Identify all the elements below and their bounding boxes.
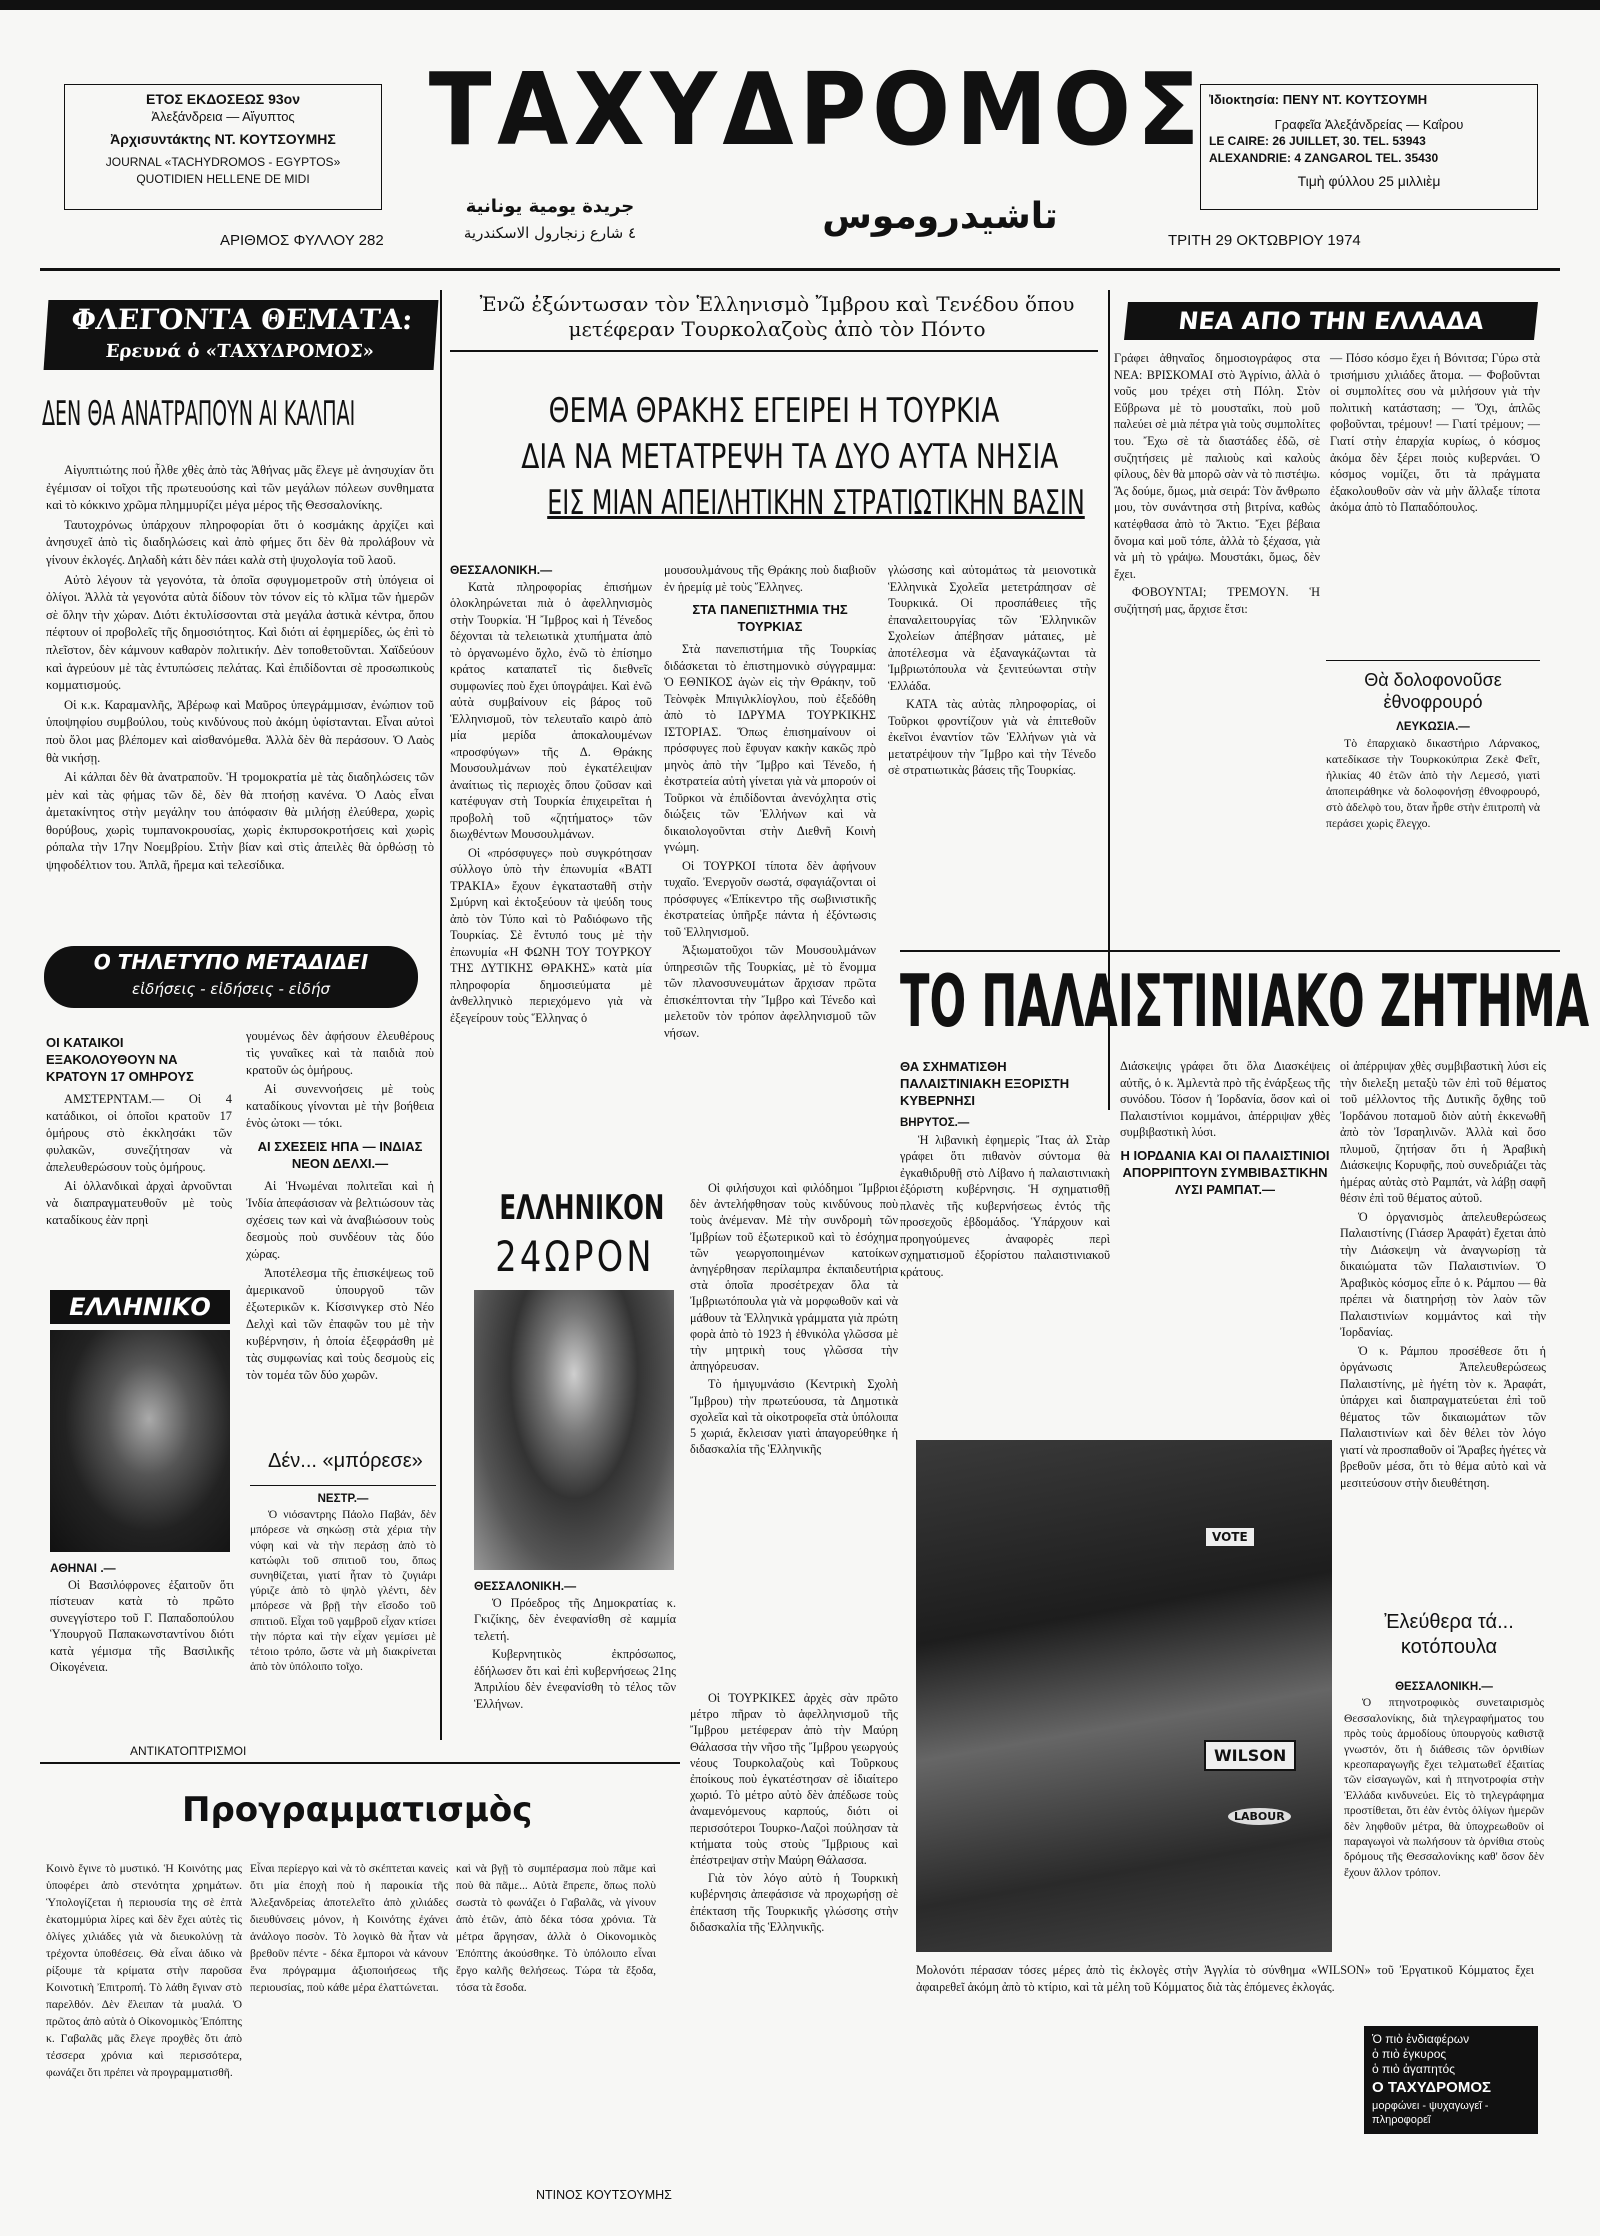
imbros-headline-1: ΘΕΜΑ ΘΡΑΚΗΣ ΕΓΕΙΡΕΙ Η ΤΟΥΡΚΙΑ <box>548 391 1000 431</box>
nea-col-a-text-2: ΦΟΒΟΥΝΤΑΙ; ΤΡΕΜΟΥΝ. Ἡ συζήτησή μας, ἄρχισε ἔτσι: <box>1114 585 1320 616</box>
imbros-headline-block <box>450 388 1098 526</box>
issue-date: ΤΡΙΤΗ 29 ΟΚΤΩΒΡΙΟΥ 1974 <box>1168 232 1361 249</box>
imbros-col-c-text: γλώσσης καὶ αὐτομάτως τὰ μειονοτικὰ Ἑλληνικὰ Σχολεῖα μετετράπησαν σὲ Τουρκικά. Οἱ προσπάθειες τῆς ἐπαναλειτουργίας τῶν Ἑλληνικῶν Σχολείων ἀπέβησαν μάταιες, μὲ ἀποτέλεσμα νὰ ἐξαναγκάζωνται τὰ Ἰμβριωτόπουλα νὰ ξενιτεύωνται στὴν Ἑλλάδα. <box>888 563 1096 693</box>
flegonta-body <box>46 462 434 877</box>
imbros-col-f-text: Οἱ ΤΟΥΡΚΙΚΕΣ ἀρχὲς σὰν πρῶτο μέτρο πῆραν τὸ ἀφελληνισμοῦ τῆς Ἴμβρου μετέφεραν ἀπὸ τὴν Μαύρη Θάλασσα τὴν νῆσο τῆς Ἴμβρου γεωργούς νέους Τουρκολαζοὺς καὶ Τοῦρκους ἐποίκους ποὺ ἐγκατέστησαν σὲ ἰδιαίτερο χωριό. Τὸ μέτρο αὐτὸ δὲν ἀπέδωσε τοὺς ἀναμενόμενους καρπούς, διότι οἱ περισσότεροι Τουρκο-Λαζοὶ πούλησαν τὰ κτήματα τοὺς στοὺς Ἴμβριους καὶ ἐπέστρεψαν στὴν Μαύρη Θάλασσα. <box>690 1691 898 1868</box>
palaistiniako-headline: ΤΟ ΠΑΛΑΙΣΤΙΝΙΑΚΟ ΖΗΤΗΜΑ <box>900 959 1590 1043</box>
quotidien: QUOTIDIEN HELLENE DE MIDI <box>136 172 310 186</box>
nea-banner: ΝΕΑ ΑΠΟ ΤΗΝ ΕΛΛΑΔΑ <box>1124 302 1538 340</box>
teletypo-p1: ΑΜΣΤΕΡΝΤΑΜ.— Οἱ 4 κατάδικοι, οἱ ὁποῖοι κρατοῦν 17 ὁμήρους στὸ ἐκκλησάκι τῶν φυλακῶν, συνεζήτησαν νὰ ἀπελευθερώσουν τοὺς ὁμήρους. <box>46 1092 232 1174</box>
flegonta-p5: Αἱ κάλπαι δὲν θὰ ἀνατραποῦν. Ἡ τρομοκρατία μὲ τὰς διαδηλώσεις τῶν μὲν καὶ τὰς φήμας τῶν δὲ, δὲν θὰ πτοήσῃ κανένα. Ὁ Λαὸς εἶναι ἀμετακίνητος στὴν μεγάλην του ἀπόφασιν θὰ μιλήσῃ ἐλεύθερα, χωρὶς θορύβους, χωρὶς τυμπανοκρουσίας, χωρὶς ἐκπυρσοκροτήσεις καὶ χωρὶς ρόπαλα τὴν 17ην Νοεμβρίου. Στὴν βίαν καὶ στὶς ἀπειλὲς θὰ ὀρθώσῃ τὸ ψηφοδέλτιον του. Ἁπλᾶ, ἤρεμα καὶ τελεσίδικα. <box>46 770 434 873</box>
imbros-col-e-text: Οἱ φιλήσυχοι καὶ φιλόδημοι Ἴμβριοι δὲν ἀντελήφθησαν τοὺς κινδύνους ποὺ τοὺς ἀνέμεναν. Μὲ τὴν συνδρομὴ τῶν Ἰμβρίων τοῦ ἐξωτερικοῦ καὶ τὸ ἐσόχημα τῶν γεωργοποιημένων κατοίκων ἀνηγέρθησαν περίλαμπρα ἐκπαιδευτήρια στὰ ὁποῖα προσέτρεχαν ὅλα τὰ Ἰμβριωτόπουλα γιὰ νὰ μορφωθοῦν καὶ νὰ μάθουν τὰ Ἑλληνικὰ γράμματα γιὰ πρώτη φορὰ ἀπὸ τὸ 1923 ἡ ἐθνικόλα γλῶσσα μὲ τὴν μητρικὴ τους γλῶσσα τὴν ἀπηγόρευσαν. <box>690 1181 898 1374</box>
nea-col-a <box>1114 350 1320 620</box>
masthead-right-box <box>1200 84 1538 210</box>
teletypo-banner <box>44 946 418 1008</box>
teletypo-p4: Αἱ συνεννοήσεις μὲ τοὺς καταδίκους γίνονται μὲ τὴν βοήθεια ἑνὸς ὠτοκι — τόκι. <box>246 1082 434 1130</box>
masthead-left-box <box>64 84 382 210</box>
nea-col-b <box>1330 350 1540 518</box>
arabic-title: تاشيدروموس <box>822 196 1058 237</box>
palaistiniako-rule-top <box>900 950 1560 952</box>
teletypo-title: Ο ΤΗΛΕΤΥΠΟ ΜΕΤΑΔΙΔΕΙ <box>93 950 369 974</box>
edition-year: ΕΤΟΣ ΕΚΔΟΣΕΩΣ 93ον <box>145 91 300 107</box>
den-mporese-text: Ὁ νιόσαντρης Πάολο Παβάν, δὲν μπόρεσε νὰ σηκώσῃ στὰ χέρια τὴν νύφη καὶ νὰ τὴν περάσῃ ἀπὸ τὸ κατώφλι τοῦ σπιτιοῦ του, ὅπως συνηθίζεται, γιατί ἦταν τὸ ζυγιάρι γύριζε ἀπὸ τὸ ψηλὸ γλέντι, δὲν μπόρεσε νὰ βρῇ τὴν εἴσοδο τοῦ σπιτιοῦ. Εἶχαι τοῦ γαμβροῦ εἶχαν κτίσει τὴν πόρτα καὶ τὴν εἶχαν γεμίσει μὲ τέτοιο τρόπο, ὥστε νὰ μὴ διακρίνεται ἀπὸ τὸν ὑπόλοιπο τοῖχο. <box>250 1508 436 1674</box>
palaistiniako-dateline: ΒΗΡΥΤΟΣ.— <box>900 1117 970 1129</box>
poster-wilson: WILSON <box>1204 1740 1296 1771</box>
location: Ἀλεξάνδρεια — Αἴγυπτος <box>151 109 295 124</box>
teletypo-p5: Αἱ Ἡνωμέναι πολιτεῖαι καὶ ἡ Ἰνδία ἀπεφάσισαν νὰ βελτιώσουν τὰς σχέσεις των καὶ νὰ ἀναβιώσουν τοὺς δεσμοὺς ποὺ συνδέουν τὰς δύο χώρας. <box>246 1179 434 1261</box>
elliniko24-caption <box>474 1578 676 1714</box>
palaistiniako-col-c-text: οἱ ἀπέρριψαν χθὲς συμβιβαστικὴ λύσι εἰς τὴν διελεξη μεταξὺ τῶν ἐπὶ τοῦ θέματος τοῦ μέλλοντος τῆς Δυτικῆς ὄχθης τοῦ Ἰορδάνου ποταμοῦ διὸν αὐτὴ ἐκκενωθῆ ἀπὸ τὸν Ἰσραηλινῶν. Ἀλλὰ καὶ ὅσο πλυμοῦ, ζητήσαν ὅτι ἡ Ἀραβικὴ Διάσκεψις Κορυφῆς, ποὺ συνεδριάζει τὰς ἡμέρας αὐτὰς στὸ Ραμπάτ, νὰ λάβῃ σαφῆ θέσιν ἐπὶ τοῦ θέματος αὐτοῦ. <box>1340 1059 1546 1205</box>
nea-dateline: ΛΕΥΚΩΣΙΑ.— <box>1396 721 1470 733</box>
nea-sub-box <box>1326 660 1540 833</box>
nea-col-a-text: Γράφει ἀθηναῖος δημοσιογράφος στα ΝΕΑ: ΒΡΙΣΚΟΜΑΙ στὸ Ἀγρίνιο, ἀλλὰ ὁ νοῦς μου τρέχει στὴ Πόλη. Στὸν Εὔβρωνα μὲ τὸ μουσταϊκι, ποὺ μοῦ παλεύει σὲ μιὰ πέτρα γιὰ τοὺς συμπολίτες του. Ἔχω σὲ τὰ διαστάδες ἐδῶ, σὲ συζητήσεις μὲ παλιοὺς καὶ καλοὺς φίλους, δὲν θὰ μπορῶ σὰν νὰ τὸ πιστέψω. Ἂς δούμε, ὅμως, μιὰ σειρά: Τὸν ἄνθρωπο μου, τὸν συνάντησα στὴ βιτρίνα, καθὼς κατέφθασα ἀπὸ τὸ Ἄκτιο. Ἔχει βέβαια ὄνομα καὶ μοῦ τόπε, ἀλλὰ τὸ ξέχασα, γιὰ νὰ μὴ τὸ γράψω. Μουστάκι, ὅμως, δὲν ἔχει. <box>1114 351 1320 581</box>
top-rule <box>0 0 1600 10</box>
imbros-col-b-text-2: Στὰ πανεπιστήμια τῆς Τουρκίας διδάσκεται τὸ ἐπιστημονικὸ σύγγραμμα: Ὁ ΕΘΝΙΚΟΣ ἀγὼν εἰς τὴν Θράκην, τοῦ Τεὸνφὲκ Μπιγιλκλίογλου, ποὺ ἐξεδόθη ἀπὸ τὸ ΙΔΡΥΜΑ ΤΟΥΡΚΙΚΗΣ ΙΣΤΟΡΙΑΣ. Ὅπως ἐπισημαίνουν οἱ πρόσφυγες ποὺ ἔφυγαν κακὴν κακῶς πρὸ μηνὸς ἀπὸ τὴν Ἴμβρο καὶ Τένεδο, ἡ ἐκστρατεία αὐτὴ γίνεται γιὰ νὰ μπορούν οἱ Τοῦρκοι νὰ ἐπιδίδονται ἀνενόχλητα στὶς διώξεις τῶν Ἑλλήνων καὶ νὰ δικαιολογοῦνται στὴν Διεθνῆ Κοινὴ γνώμη. <box>664 642 876 854</box>
elliniko-dateline: ΑΘΗΝΑΙ .— <box>50 1561 116 1575</box>
palaistiniako-col-b-text: Διάσκεψις γράφει ὅτι ὅλα Διασκέψεις αὐτῆς, ὁ κ. Ἀμλεντὰ πρὸ τῆς ἐνάρξεως τῆς συνόδου. Τόσον ἡ Ἰορδανία, ὅσον καὶ οἱ Παλαιστίνιοι κομμάνοι, ἀπέρριψαν χθὲς συμβιβαστικὴ λύσι. <box>1120 1059 1330 1139</box>
president-photo <box>474 1290 674 1570</box>
journal-name: JOURNAL «TACHYDROMOS - EGYPTOS» <box>105 155 341 169</box>
programmatismos-col3: καὶ νὰ βγῇ τὸ συμπέρασμα ποὺ πᾶμε καὶ ποὺ θὰ πᾶμε... Αὐτὰ ἔπρεπε, ὅπως πολὺ σωστὰ τὸ φωνάζει ὁ Γαβαλᾶς, νὰ γίνουν ἀπὸ ἐτῶν, ἀπὸ δέκα τόσα χρόνια. Τὰ μέτρα ἄργησαν, ἀλλὰ ὁ Οἰκονομικὸς Ἐπόπτης ἀκούσθηκε. Τὸ ὑπόλοιπο εἶναι ἔργο καλῆς θελήσεως. Τώρα τὰ ἔξοδα, τόσα τὰ ἔσοδα. <box>456 1862 656 1994</box>
palaistiniako-col-a-text: Ἡ λιβανικὴ ἐφημερὶς Ἴτας ἀλ Στὰρ γράφει ὅτι πιθανὸν σύντομα θὰ ἐγκαθιδρυθῇ στὸ Λίβανο ἡ παλαιστινιακὴ ἐξόριστη κυβέρνησις. Ἡ σχηματισθῇ πλανὲς τῆς κυβερνήσεως ἐντός τῆς προσεχοῦς ἑβδομάδος. Ὑπάρχουν καὶ προηγούμενες ἀναφορὲς περὶ σχηματισμοῦ ἐξορίστου παλαιστινιακοῦ κράτους. <box>900 1132 1110 1279</box>
elliniko-caption <box>50 1560 234 1678</box>
promo-line1: Ὁ πιὸ ἐνδιαφέρων <box>1372 2032 1470 2046</box>
den-mporese-body <box>250 1492 436 1676</box>
programmatismos-title: Προγραμματισμὸς <box>182 1790 533 1830</box>
imbros-col-d-text-2: Ἀξιωματοῦχοι τῶν Μουσουλμάνων ὑπηρεσιῶν τῆς Τουρκίας, μὲ τὸ ἔνομμα τῶν πλανοσυνευμάτων ἄρχισαν πρῶτα ἐπισκέπτονται τὴν Ἴμβρο καὶ Τένεδο καὶ μελετοῦν τὸν τρόπον ἀφελληνισμοῦ τῶν νήσων. <box>664 943 876 1040</box>
nea-sub: Θὰ δολοφονοῦσε ἐθνοφρουρό <box>1364 670 1502 712</box>
flegonta-p4: Οἱ κ.κ. Καραμανλῆς, Ἀβέρωφ καὶ Μαῦρος ὑπεγράμμισαν, ἐνώπιον τοῦ ὑποψηφίου συμβούλου, τοὺς κινδύνους ποὺ ἀκόμη ὑφίστανται. Εἶναι αὐτοὶ ποὺ ὅλοι μας βλέπομεν καὶ αἰσθανόμεθα. Ἀλλὰ δὲν θὰ περάσουν. Ὁ Λαὸς θὰ νικήσῃ. <box>46 697 434 765</box>
imbros-col-d-text: Οἱ ΤΟΥΡΚΟΙ τίποτα δὲν ἀφήνουν τυχαῖο. Ἐνεργοῦν σωστά, σφαγιάζονται οἱ πρόσφυγες «Ἐπίκεντρο τῆς σωβινιστικῆς ἐκστρατείας ὑπῆρξε πάντα ἡ ἐξόντωσις τοῦ Ἑλληνισμοῦ. <box>664 858 876 939</box>
poster-labour: LABOUR <box>1228 1808 1291 1825</box>
palaistiniako-sub1: ΘΑ ΣΧΗΜΑΤΙΣΘΗ ΠΑΛΑΙΣΤΙΝΙΑΚΗ ΕΞΟΡΙΣΤΗ ΚΥΒΕΡΝΗΣΙ <box>900 1059 1070 1108</box>
flegonta-headline: ΔΕΝ ΘΑ ΑΝΑΤΡΑΠΟΥΝ ΑΙ ΚΑΛΠΑΙ <box>42 394 356 434</box>
issue-number: ΑΡΙΘΜΟΣ ΦΥΛΛΟΥ 282 <box>220 232 384 249</box>
imbros-dateline: ΘΕΣΣΑΛΟΝΙΚΗ.— <box>450 563 553 577</box>
promo-line2: ὁ πιὸ ἐγκυρος <box>1372 2047 1447 2061</box>
nea-text: Τὸ ἐπαρχιακὸ δικαστήριο Λάρνακος, κατεδίκασε τὴν Τουρκοκύπρια Ζεκὲ Φεΐτ, ἡλικίας 40 ἐτῶν ἀπὸ τὴν Λεμεσό, γιατὶ ἀποπειράθηκε νὰ δολοφονήσῃ ἐθνοφρουρό, στὸ ἀδελφὸ του, ὅταν ἦρθε στὴν ἐπιτροπὴ νὰ περάσει χωρὶς ἔλεγχο. <box>1326 736 1540 830</box>
imbros-col-f <box>690 1690 898 1937</box>
palaistiniako-col-c <box>1340 1058 1546 1493</box>
masthead-rule <box>40 268 1560 271</box>
imbros-col-e-text-2: Τὸ ἡμιγυμνάσιο (Κεντρικὴ Σχολὴ Ἴμβρου) τὴν πρωτεύουσα, τὰ Δημοτικὰ σχολεῖα καὶ τὰ οἰκοτροφεῖα στὰ ὑπόλοιπα 5 χωριά, ἔκλεισαν γιατὶ ἀπαγορεύθηκε ἡ διδασκαλία τῆς Ἑλληνικῆς <box>690 1377 898 1457</box>
imbros-col-f-text-2: Γιὰ τὸν λόγο αὐτὸ ἡ Τουρκικὴ κυβέρνησις ἀπεφάσισε νὰ προχωρήσῃ σὲ ἐπέκταση τῆς Τουρκικῆς γλώσσης στὴν διδασκαλία τῆς Ἑλληνικῆς. <box>690 1871 898 1934</box>
teletypo-p3: γουμένως δὲν ἀφήσουν ἐλευθέρους τὶς γυναῖκες καὶ τὰ παιδιὰ ποὺ κρατοῦν ὡς ὁμήρους. <box>246 1029 434 1077</box>
programmatismos-signature: ΝΤΙΝΟΣ ΚΟΥΤΣΟΥΜΗΣ <box>536 2188 672 2202</box>
imbros-col-b-text: μουσουλμάνους τῆς Θράκης ποὺ διαβιοῦν ἐν ἡρεμίᾳ μὲ τοὺς Ἕλληνες. <box>664 563 876 594</box>
imbros-kicker: Ἐνῶ ἐξώντωσαν τὸν Ἑλληνισμὸ Ἴμβρου καὶ Τενέδου ὅπου μετέφεραν Τουρκολαζοὺς ἀπὸ τὸν Πόντο <box>479 292 1075 341</box>
nea-col-b-text: — Πόσο κόσμο ἔχει ἡ Βόνιτσα; Γύρω στὰ τρισήμισυ χιλιάδες ἄτομα. — Φοβοῦνται οἱ συμπολίτες σου νὰ μιλήσουν γιὰ τὴν πολιτικὴ κατάσταση; — Ὄχι, ἁπλῶς φοβοῦνται, τρέμουν! — Γιατί τρέμουν; — Γιατί στὴν ἐπαρχία κυρίως, ὁ κόσμος ἀκόμα δὲν ξέρει ποιὸς κυβερνάει. Ὁ κόσμος νομίζει, ὅτι τὰ πράγματα ἐξακολουθοῦν σὰν νὰ μὴν ἄλλαξε τίποτα ἀκόμα ἀπὸ τὸ Παπαδόπουλος. <box>1330 351 1540 515</box>
elliniko-banner: ΕΛΛΗΝΙΚΟ <box>50 1290 230 1324</box>
teletypo-head1: ΟΙ ΚΑΤΑΙΚΟΙ ΕΞΑΚΟΛΟΥΘΟΥΝ ΝΑ ΚΡΑΤΟΥΝ 17 ΟΜΗΡΟΥΣ <box>46 1035 194 1084</box>
elliniko-text: Οἱ Βασιλόφρονες ἐξαιτοῦν ὅτι πίστευαν κατὰ τὸ πρῶτο συνεγγίστερο τοῦ Γ. Παπαδοπούλου Ὑπουργοῦ Παπακωνσταντίνου διότι κατὰ γέμισμα τῆς Βασιλικῆς Οἰκογένεια. <box>50 1577 234 1674</box>
imbros-col-a-text: Κατὰ πληροφορίας ἐπισήμων ὁλοκληρώνεται πιὰ ὁ ἀφελληνισμὸς στὴν Τουρκία. Ἡ Ἴμβρος καὶ ἡ Τένεδος δέχονται τὰ τελειωτικὰ χτυπήματα ἀπὸ τὸ ὀργανωμένο ὄχλο, ἐνῶ τὸ ἐπίσημο κράτος καταπατεῖ τὶς διεθνεῖς συμφωνίες ποὺ ἔχει ὑπογράψει. Καὶ ἐνῶ αὐτὰ συμβαίνουν εἰς βάρος τοῦ Ἑλληνισμοῦ, τὸν τελευταῖο καιρὸ ἀπὸ μία μερίδα ἀποκαλουμένων «προσφύγων» τῆς Δ. Θράκης Μουσουλμάνων ποὺ ἐγκατέλειψαν ἀναίτιως τὶς περιοχὲς ὅπου ζοῦσαν καὶ κατέφυγαν στὴ Τουρκία ἐπιχειρεῖται ἡ προβολὴ τοῦ «ζητήματος» τῶν διωχθέντων Μουσουλμάνων. <box>450 579 652 841</box>
wilson-election-photo <box>916 1440 1332 1952</box>
imbros-col-c <box>888 562 1096 781</box>
programmatismos-col2: Εἶναι περίεργο καὶ νὰ τὸ σκέπτεται κανεὶς ὅτι μία ἐποχὴ ποὺ ἡ παροικία τῆς Ἀλεξανδρείας ἀποτελεῖτο ἀπὸ χιλιάδες διευθύνσεις μόνον, ἡ Κοινότης ἐχάνει ἀνάλογο ποσὸν. Τὸ λογικὸ θὰ ἦταν νὰ βρεθοῦν πέντε - δέκα ἔμποροι νὰ κάνουν ἕνα πρόγραμμα ἀξιοποιήσεως τῆς περιουσίας, ποὺ κάθε μέρα ἐλαττώνεται. <box>250 1862 448 1994</box>
den-mporese-rule <box>250 1485 436 1486</box>
wilson-photo-caption: Μολονότι πέρασαν τόσες μέρες ἀπὸ τὶς ἐκλογὲς στὴν Ἀγγλία τὸ σύνθημα «WILSON» τοῦ Ἐργατικοῦ Κόμματος ἔχει ἀφαιρεθεῖ ἀκόμη ἀπὸ τὸ κτίριο, καὶ τὰ μέλη τοῦ Κόμματος διὰ τὰς ἐπόμενες ἐκλογάς. <box>916 1963 1534 1994</box>
palaistiniako-col-b <box>1120 1058 1330 1204</box>
palaistiniako-sub2: Η ΙΟΡΔΑΝΙΑ ΚΑΙ ΟΙ ΠΑΛΑΙΣΤΙΝΙΟΙ ΑΠΟΡΡΙΠΤΟΥΝ ΣΥΜΒΙΒΑΣΤΙΚΗΝ ΛΥΣΙ ΡΑΜΠΑΤ.— <box>1120 1147 1330 1197</box>
imbros-col-a <box>450 562 652 1028</box>
flegonta-p2: Ταυτοχρόνως ὑπάρχουν πληροφορίαι ὅτι ὁ κοσμάκης ἀρχίζει καὶ ἀνησυχεῖ ἀπὸ τὶς διαδηλώσεις καὶ ἀπὸ φήμες ὅτι δὲν θὰ προλάβουν νὰ γίνουν ἐκλογές. Δηλαδὴ κάτι δὲν πάει καλὰ στὴ ψυχολογία τοῦ λαοῦ. <box>46 517 434 567</box>
column-rule-1 <box>440 290 442 1740</box>
programmatismos-col1: Κοινὸ ἔγινε τὸ μυστικό. Ἡ Κοινότης μας ὑποφέρει ἀπὸ στενότητα χρημάτων. Ὑπολογίζεται ἡ περιουσία της σὲ ἑπτὰ ἑκατομμύρια λίρες καὶ δὲν ἔχει αὐτὲς τὶς ὀλίγες χιλιάδες γιὰ νὰ διευκολύνῃ τὰ τρέχοντα ὑποθέσεις. Θὰ εἶναι ἀδικο νὰ ρίξουμε τὰ κρίματα στὴν παροῦσα Κοινοτικὴ Ἐπιτροπή. Τὸ λάθη ἔγιναν στὸ παρελθόν. Δὲν ἔλειπαν τὰ μυαλά. Ὁ πρῶτος ἀπὸ αὐτὰ ὁ Οἰκονομικὸς Ἐπόπτης κ. Γαβαλᾶς μᾶς ἔλεγε προχθὲς ὅτι ἀπὸ τέσσερα χρόνια καὶ περισσότερα, φωνάζει ὅτι πρέπει νὰ προγραμματισθῆ. <box>46 1862 242 2079</box>
den-mporese-dateline: ΝΕΣΤΡ.— <box>317 1493 369 1505</box>
cairo-address: LE CAIRE: 26 JUILLET, 30. TEL. 53943 <box>1209 134 1426 148</box>
newspaper-title: ΤΑΧΥΔΡΟΜΟΣ <box>428 51 1205 168</box>
flegonta-p3: Αὐτὸ λέγουν τὰ γεγονότα, τὰ ὁποῖα σφυγμομετροῦν στὴ ὑπόγεια οἱ ὀλίγοι. Ἀλλὰ τὰ γεγονότα αὐτὰ δίδουν τὸν τόνον εἰς τὸ κλῖμα τῶν ἡμερῶν σὲ ὅλην τὴν χώραν. Διότι ἐκτυλίσσονται στὰ μεγάλα ἀστικὰ κέντρα, ὅπου πέφτουν οἱ προβολεῖς τῆς δημοσιότητος. Καὶ διότι αἱ ἐφημερίδες, ὡς ἐπὶ τὸ πλεῖστον, δὲν κάμνουν καθαρὸν πολιτικήν. Δὲν τοποθετοῦνται. Χαϊδεύουν καὶ ἀγρεύουν μὲ τὰς ἐντυπώσεις πελάτας. Καὶ ἐπιδίδονται σὲ προσωπικοὺς κομματισμούς. <box>46 572 434 693</box>
teletypo-p2: Αἱ ὀλλανδικαὶ ἀρχαὶ ἀρνοῦνται νὰ διαπραγματευθοῦν μὲ τοὺς καταδίκους ἐὰν πρηὶ <box>46 1179 232 1227</box>
elliniko24-line2: 24ΩΡΟΝ <box>495 1232 655 1281</box>
imbros-col-b <box>664 562 876 1043</box>
teletypo-col-left <box>46 1028 232 1231</box>
eleuthera-body <box>1344 1680 1544 1882</box>
chief-editor: Ἀρχισυντάκτης ΝΤ. ΚΟΥΤΣΟΥΜΗΣ <box>110 131 336 147</box>
eleuthera-text: Ὁ πτηνοτροφικὸς συνεταιρισμὸς Θεσσαλονίκης, διὰ τηλεγραφήματος του πρὸς τοὺς ἁρμοδίους ὑπουργοὺς καθιστᾷ γνωστόν, ὅτι ἡ διάθεσις τῶν ὀρνιθίων κρεοπαραγωγῆς ἔχει τελματωθεῖ ἐξαιτίας τῶν εἰσαγωγῶν, καὶ ἡ πτηνοτροφία στὴν Ἑλλάδα κινδυνεύει. Εἰς τὸ τηλεγράφημα προστίθεται, ὅτι ἐὰν ἐντὸς ὀλίγων ἡμερῶν δὲν ληφθοῦν μέτρα, θὰ ὑποχρεωθοῦν οἱ παραγωγοὶ νὰ πωλήσουν τὰ ὀρνίθια στοὺς δρόμους τῆς Θεσσαλονίκης καθ' ὅσον δὲν ἔχουν ἄλλον τρόπον. <box>1344 1696 1544 1879</box>
ownership: Ἰδιοκτησία: ΠΕΝΥ ΝΤ. ΚΟΥΤΣΟΥΜΗ <box>1209 92 1428 107</box>
price: Τιμὴ φύλλου 25 μιλλιὲμ <box>1297 173 1441 189</box>
programmatismos-kicker: ΑΝΤΙΚΑΤΟΠΤΡΙΣΜΟΙ <box>130 1744 247 1758</box>
portrait-photo <box>50 1330 230 1552</box>
imbros-col-e <box>690 1180 898 1459</box>
imbros-rule <box>450 350 1098 352</box>
imbros-headline-2: ΔΙΑ ΝΑ ΜΕΤΑΤΡΕΨΗ ΤΑ ΔΥΟ ΑΥΤΑ ΝΗΣΙΑ <box>521 437 1059 477</box>
elliniko24-dateline: ΘΕΣΣΑΛΟΝΙΚΗ.— <box>474 1579 577 1593</box>
palaistiniako-col-a <box>900 1058 1110 1282</box>
offices: Γραφεῖα Ἀλεξάνδρείας — Καΐρου <box>1274 117 1464 132</box>
arabic-subtitle-1: جريدة يومية يونانية <box>465 196 635 217</box>
den-mporese-title: Δέν... «μπόρεσε» <box>268 1450 423 1472</box>
teletypo-p6: Ἀποτέλεσμα τῆς ἐπισκέψεως τοῦ ἀμερικανοῦ ὑπουργοῦ τῶν ἐξωτερικῶν κ. Κίσσινγκερ στὸ Νέο Δελχὶ καὶ τῶν ἐπαφῶν του μὲ τὴν κυβέρνησιν, ἡ ὁποία ἐξεφράσθη μὲ τὰς συμφωνίας καὶ τοὺς δεσμοὺς εἰς τὸν τομέα τῶν δύο χωρῶν. <box>246 1266 434 1382</box>
imbros-headline-3: ΕΙΣ ΜΙΑΝ ΑΠΕΙΛΗΤΙΚΗΝ ΣΤΡΑΤΙΩΤΙΚΗΝ ΒΑΣΙΝ <box>547 483 1085 523</box>
flegonta-banner <box>44 300 439 370</box>
palaistiniako-col-c-text-2: Ὁ ὀργανισμὸς ἀπελευθερώσεως Παλαιστίνης (Γιάσερ Ἀραφάτ) ἔχεται ἀπὸ τὴν Διάσκεψη νὰ ἀναγνωρίσῃ τὰ δικαιώματα τῶν Παλαιστινίων. Ὁ Ἀραβικὸς κόσμος εἶπε ὁ κ. Ράμπου — θὰ πρέπει νὰ διατηρήσῃ τὸν λαὸν τῶν Παλαιστινίων κομμάντος καὶ τὴν Ἰορδανίας. <box>1340 1209 1546 1339</box>
eleuthera-dateline: ΘΕΣΣΑΛΟΝΙΚΗ.— <box>1395 1681 1493 1693</box>
poster-vote: VOTE <box>1206 1528 1254 1546</box>
flegonta-p1: Αἰγυπτιώτης πού ἦλθε χθὲς ἀπὸ τὰς Ἀθήνας μᾶς ἔλεγε μὲ ἀνησυχίαν ὅτι ἐγέμισαν οἱ τοῖχοι τῆς πρωτευούσης καὶ τῶν μεγάλων πόλεων συνθηματα καὶ τὸ κόκκινο χρῶμα πλημμυρίζει μέγα μέρος τῆς Θεσσαλονίκης. <box>46 463 434 513</box>
teletypo-col-right <box>246 1028 434 1386</box>
elliniko24-line1: ΕΛΛΗΝΙΚΟΝ <box>499 1188 665 1228</box>
imbros-sub-b: ΣΤΑ ΠΑΝΕΠΙΣΤΗΜΙΑ ΤΗΣ ΤΟΥΡΚΙΑΣ <box>692 602 848 634</box>
elliniko24-text: Ὁ Πρόεδρος τῆς Δημοκρατίας κ. Γκιζίκης, δὲν ἐνεφανίσθη σὲ καμμία τελετή. <box>474 1595 676 1643</box>
alexandria-address: ALEXANDRIE: 4 ZANGAROL TEL. 35430 <box>1209 151 1439 165</box>
promo-title: Ο ΤΑΧΥΔΡΟΜΟΣ <box>1372 2079 1491 2096</box>
taxydromos-promo-box <box>1364 2026 1538 2134</box>
eleuthera-title: Ἐλεύθερα τά... κοτόπουλα <box>1384 1611 1514 1658</box>
arabic-subtitle-2: ٤ شارع زنجارول الاسكندرية <box>463 224 637 242</box>
flegonta-title: ΦΛΕΓΟΝΤΑ ΘΕΜΑΤΑ: <box>70 303 414 336</box>
promo-line4: μορφώνει - ψυχαγωγεῖ - πληροφορεῖ <box>1372 2100 1489 2126</box>
programmatismos-rule <box>40 1762 680 1764</box>
imbros-col-e3: Κυβερνητικὸς ἐκπρόσωπος, ἐδήλωσεν ὅτι καὶ ἐπὶ κυβερνήσεως 21ης Ἀπριλίου δὲν ἐνεφανίσθη τὸ τέλος τῶν Ἑλλήνων. <box>474 1647 676 1711</box>
teletypo-head2: ΑΙ ΣΧΕΣΕΙΣ ΗΠΑ — ΙΝΔΙΑΣ ΝΕΟΝ ΔΕΛΧΙ.— <box>257 1139 423 1171</box>
flegonta-sub: Ερευνά ὁ «ΤΑΧΥΔΡΟΜΟΣ» <box>105 341 375 362</box>
imbros-col-a-text-2: Οἱ «πρόσφυγες» ποὺ συγκρότησαν σύλλογο ὑπὸ τὴν ἐπωνυμία «ΒΑΤΙ ΤΡΑΚΙΑ» ἔχουν ἐγκατασταθῆ στὴν Σμύρνη καὶ ἐκτοξεύουν τὰ ψεύδη τους ἀπὸ τὸν Τύπο καὶ τὸ Ραδιόφωνο τῆς Τουρκίας. Σὲ ἔντυπό τους μὲ τὴν ἐπωνυμία «Η ΦΩΝΗ ΤΟΥ ΤΟΥΡΚΟΥ ΤΗΣ ΔΥΤΙΚΗΣ ΘΡΑΚΗΣ» κατὰ μία πληροφορία δημοσιεύματα μὲ ἀνθελληνικὸ περιεχόμενο γιὰ νὰ ἐξεγείρουν τοὺς Ἕλληνας ὁ <box>450 845 652 1025</box>
teletypo-sub: εἰδήσεις - εἰδήσεις - εἰδήσ <box>132 980 330 998</box>
palaistiniako-col-c-text-3: Ὁ κ. Ράμπου προσέθεσε ὅτι ἡ ὀργάνωσις Ἀπελευθερώσεως Παλαιστίνης, μὲ ἡγέτη τὸν κ. Ἀραφάτ, ὑπάρχει καὶ διαπραγματεύεται ἐπὶ τοῦ θέματος τῶν δικαιωμάτων τῶν Παλαιστινίων καὶ δὲν θέλει τὸν λόγο γιατί νὰ προσπαθοῦν οἱ Ἄραβες ἡγέτες νὰ βρεθοῦν μέσα, ὅτι τὸ θέμα αὐτὸ καὶ νὰ μεσιτεύσουν στὴν διευθέτηση. <box>1340 1343 1546 1490</box>
imbros-col-c-text-2: ΚΑΤΑ τὰς αὐτὰς πληροφορίας, οἱ Τοῦρκοι φροντίζουν γιὰ νὰ ἐπιτεθοῦν ἐκεῖνοι ἐναντίον τῶν Ἑλλήνων γιὰ νὰ μετατρέψουν τὴν Ἴμβρο καὶ τὴν Τένεδο σὲ στρατιωτικὰς βάσεις τῆς Τουρκίας. <box>888 697 1096 777</box>
promo-line3: ὁ πιὸ ἀγαπητός <box>1372 2062 1455 2076</box>
